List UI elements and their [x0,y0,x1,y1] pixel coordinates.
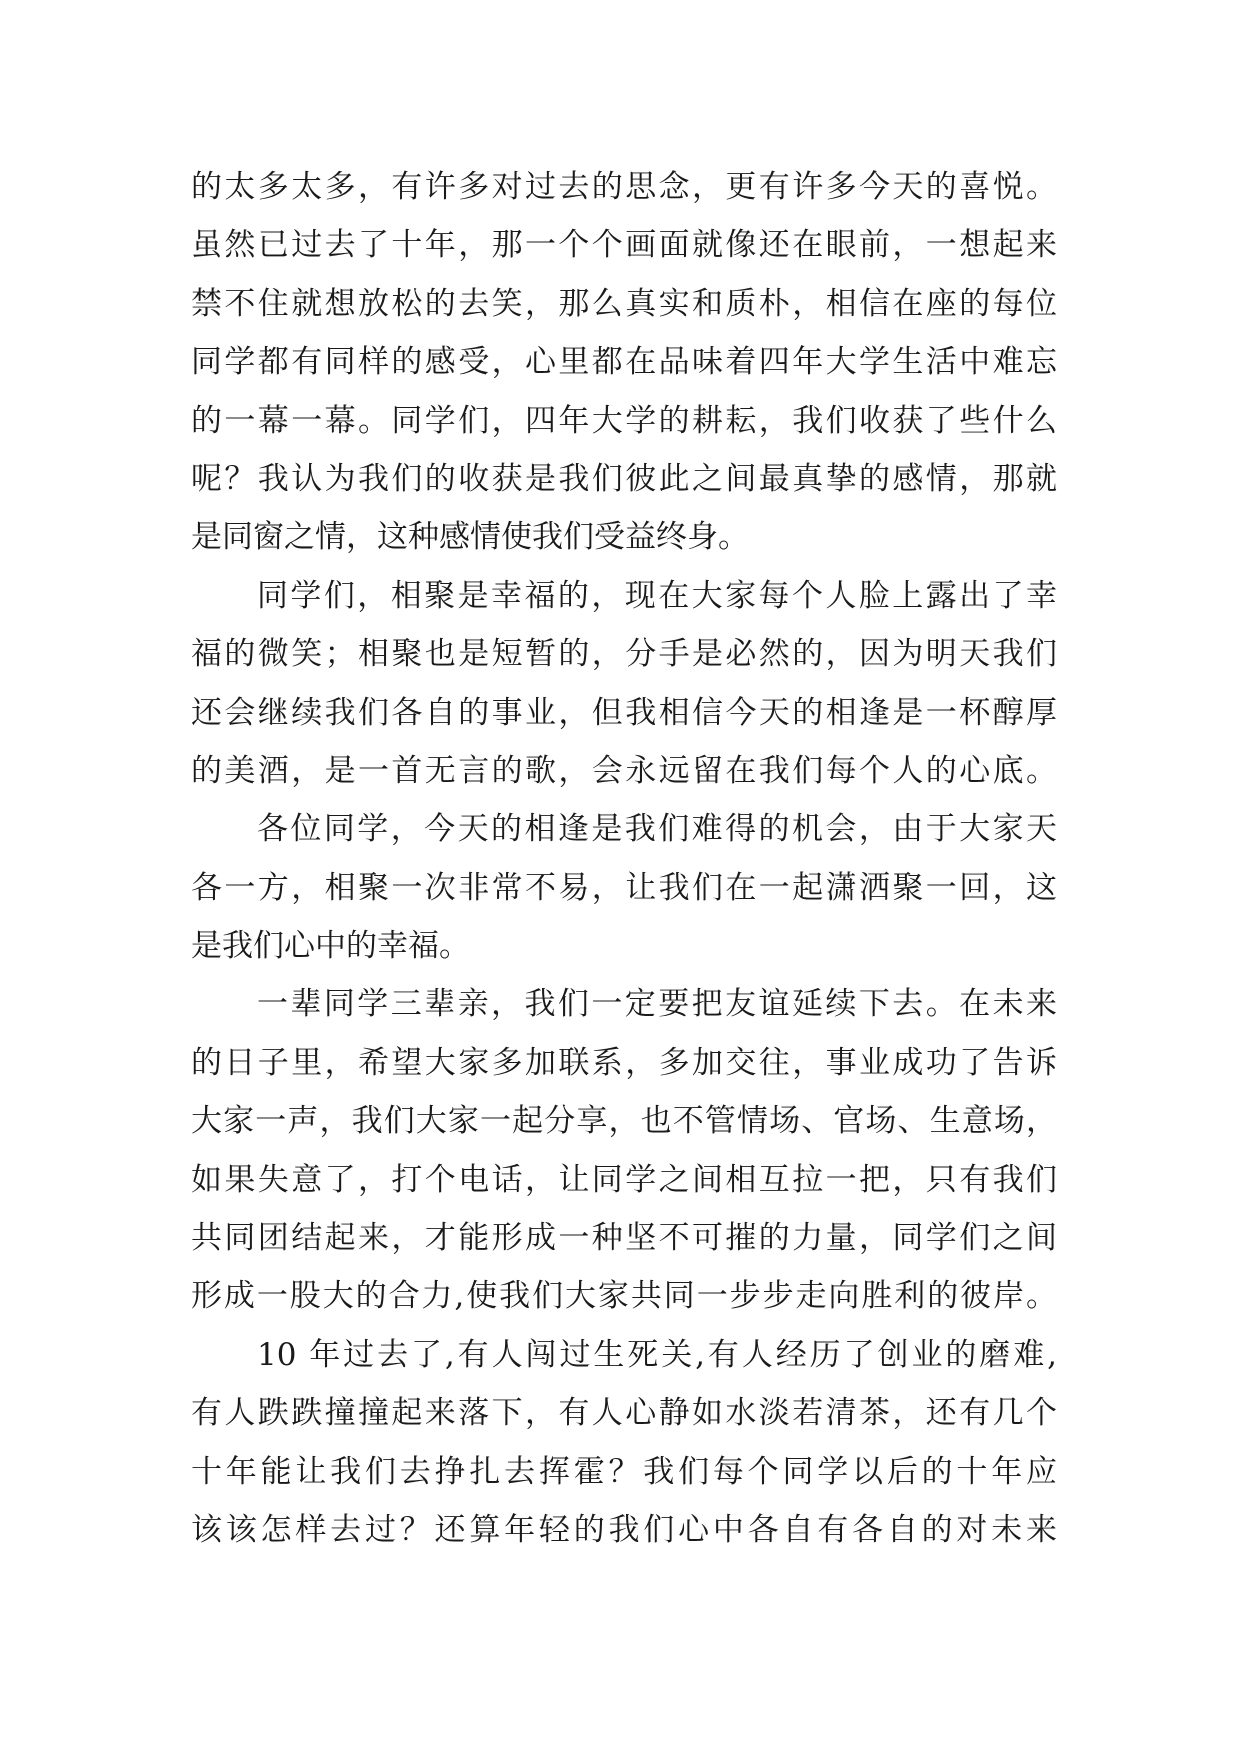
text-line: 10 年过去了,有人闯过生死关,有人经历了创业的磨难, [257,1336,1057,1373]
text-line: 同学都有同样的感受，心里都在品味着四年大学生活中难忘 [191,344,1057,381]
paragraph-1 [191,158,1057,567]
text-line: 有人跌跌撞撞起来落下，有人心静如水淡若清茶，还有几个 [191,1395,1057,1432]
text-line: 虽然已过去了十年，那一个个画面就像还在眼前，一想起来 [191,227,1057,264]
text-line: 各一方，相聚一次非常不易，让我们在一起潇洒聚一回，这 [191,869,1057,906]
text-line: 共同团结起来，才能形成一种坚不可摧的力量，同学们之间 [191,1220,1057,1257]
document-body [191,158,1057,1559]
paragraph-5 [191,1326,1057,1560]
text-line: 形成一股大的合力,使我们大家共同一步步走向胜利的彼岸。 [191,1278,1057,1315]
text-line: 呢？我认为我们的收获是我们彼此之间最真挚的感情，那就 [191,460,1057,497]
text-line: 的一幕一幕。同学们，四年大学的耕耘，我们收获了些什么 [191,402,1057,439]
text-line: 福的微笑；相聚也是短暂的，分手是必然的，因为明天我们 [191,636,1057,673]
text-line: 一辈同学三辈亲，我们一定要把友谊延续下去。在未来 [257,986,1057,1023]
text-line: 大家一声，我们大家一起分享，也不管情场、官场、生意场， [191,1103,1057,1140]
text-line: 的太多太多，有许多对过去的思念，更有许多今天的喜悦。 [191,169,1057,205]
text-line: 的美酒，是一首无言的歌，会永远留在我们每个人的心底。 [191,752,1057,789]
text-line: 还会继续我们各自的事业，但我相信今天的相逢是一杯醇厚 [191,694,1057,731]
text-line: 十年能让我们去挣扎去挥霍？我们每个同学以后的十年应 [191,1453,1057,1490]
paragraph-2 [191,567,1057,801]
paragraph-4 [191,975,1057,1325]
text-line: 禁不住就想放松的去笑，那么真实和质朴，相信在座的每位 [191,285,1057,322]
text-line: 如果失意了，打个电话，让同学之间相互拉一把，只有我们 [191,1161,1057,1198]
text-line: 各位同学，今天的相逢是我们难得的机会，由于大家天 [257,811,1057,848]
text-line: 同学们，相聚是幸福的，现在大家每个人脸上露出了幸 [257,577,1057,614]
text-line: 是同窗之情，这种感情使我们受益终身。 [191,519,749,556]
text-line: 是我们心中的幸福。 [191,928,470,965]
paragraph-3 [191,800,1057,975]
text-line: 的日子里，希望大家多加联系，多加交往，事业成功了告诉 [191,1044,1057,1081]
text-line: 该该怎样去过？还算年轻的我们心中各自有各自的对未来 [191,1511,1057,1548]
